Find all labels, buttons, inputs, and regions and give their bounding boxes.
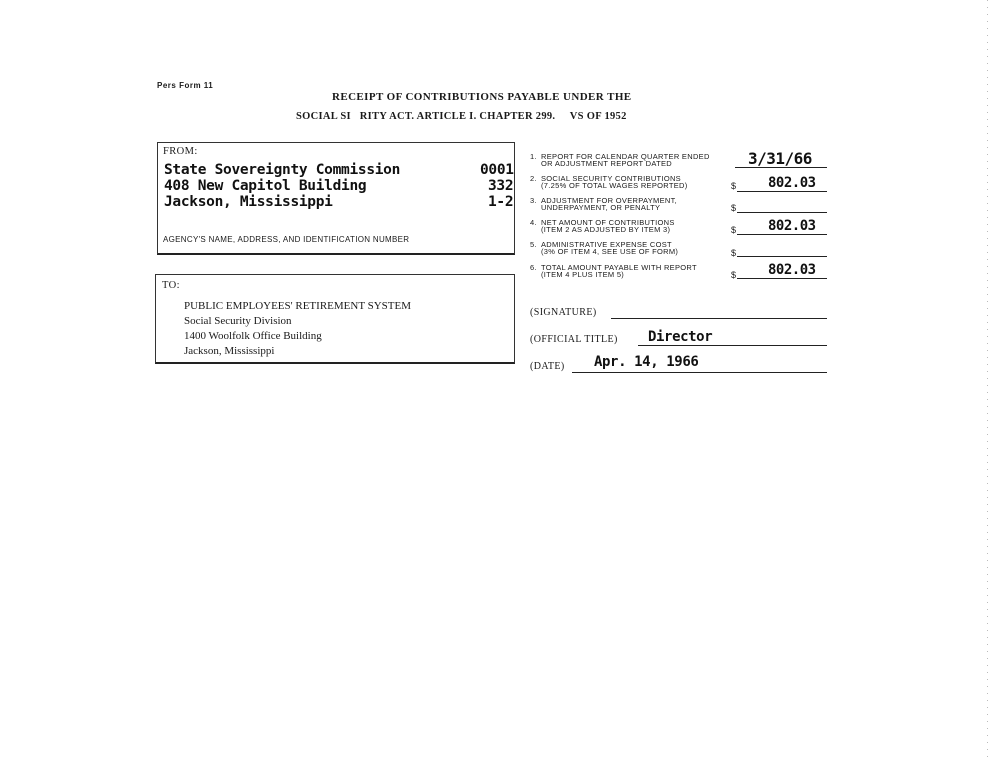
item-2-dollar: $	[731, 181, 737, 191]
item-label-line-2: (ITEM 4 PLUS ITEM 5)	[541, 270, 625, 279]
to-line-4: Jackson, Mississippi	[184, 345, 275, 357]
to-label: TO:	[162, 280, 180, 291]
item-6-value: 802.03	[768, 262, 816, 278]
item-label-line-1: ADJUSTMENT FOR OVERPAYMENT,	[541, 196, 678, 205]
item-4-dollar: $	[731, 225, 737, 235]
item-number: 1.	[530, 152, 537, 161]
item-number: 2.	[530, 174, 537, 183]
to-box	[155, 274, 515, 364]
item-number: 3.	[530, 196, 537, 205]
agency-id-1: 0001	[480, 162, 514, 178]
item-3-dollar: $	[731, 203, 737, 213]
item-label-line-1: ADMINISTRATIVE EXPENSE COST	[541, 240, 672, 249]
agency-name: State Sovereignty Commission	[164, 162, 401, 178]
item-label-line-1: REPORT FOR CALENDAR QUARTER ENDED	[541, 152, 710, 161]
date-line	[572, 372, 827, 373]
agency-id-3: 1-2	[488, 194, 514, 210]
item-number: 5.	[530, 240, 537, 249]
agency-address: 408 New Capitol Building	[164, 178, 367, 194]
to-line-1: PUBLIC EMPLOYEES' RETIREMENT SYSTEM	[184, 300, 411, 312]
item-2-line	[737, 191, 827, 192]
date-value: Apr. 14, 1966	[594, 354, 699, 370]
from-box	[157, 142, 515, 255]
item-number: 6.	[530, 263, 537, 272]
form-title-line-1: RECEIPT OF CONTRIBUTIONS PAYABLE UNDER THE	[332, 91, 632, 103]
form-number: Pers Form 11	[157, 81, 214, 90]
item-number: 4.	[530, 218, 537, 227]
item-1-value: 3/31/66	[748, 149, 812, 168]
to-line-3: 1400 Woolfolk Office Building	[184, 330, 322, 342]
item-label-line-1: TOTAL AMOUNT PAYABLE WITH REPORT	[541, 263, 697, 272]
item-label-line-2: UNDERPAYMENT, OR PENALTY	[541, 203, 661, 212]
item-label-line-2: (ITEM 2 AS ADJUSTED BY ITEM 3)	[541, 225, 671, 234]
item-label-line-1: SOCIAL SECURITY CONTRIBUTIONS	[541, 174, 681, 183]
official-title-label: (OFFICIAL TITLE)	[530, 334, 618, 345]
official-title-value: Director	[648, 329, 713, 345]
item-6-line	[737, 278, 827, 279]
agency-id-2: 332	[488, 178, 514, 194]
item-4-line	[737, 234, 827, 235]
item-4-value: 802.03	[768, 218, 816, 234]
to-line-2: Social Security Division	[184, 315, 292, 327]
item-6-dollar: $	[731, 270, 737, 280]
date-label: (DATE)	[530, 361, 565, 372]
page-edge-dots	[987, 0, 988, 763]
item-label-line-1: NET AMOUNT OF CONTRIBUTIONS	[541, 218, 675, 227]
item-label-line-2: OR ADJUSTMENT REPORT DATED	[541, 159, 673, 168]
to-address	[184, 299, 411, 359]
item-5-line	[737, 256, 827, 257]
agency-city: Jackson, Mississippi	[164, 194, 333, 210]
item-3-line	[737, 212, 827, 213]
item-label-line-2: (3% OF ITEM 4, SEE USE OF FORM)	[541, 247, 679, 256]
signature-line	[611, 318, 827, 319]
form-title-line-2: SOCIAL SI RITY ACT. ARTICLE I. CHAPTER 299. VS OF 1952	[296, 111, 627, 122]
signature-label: (SIGNATURE)	[530, 307, 597, 318]
item-2-value: 802.03	[768, 175, 816, 191]
agency-caption: AGENCY'S NAME, ADDRESS, AND IDENTIFICATION NUMBER	[163, 235, 410, 244]
from-label: FROM:	[163, 146, 198, 157]
item-label-line-2: (7.25% OF TOTAL WAGES REPORTED)	[541, 181, 688, 190]
official-title-line	[638, 345, 827, 346]
item-5-dollar: $	[731, 248, 737, 258]
